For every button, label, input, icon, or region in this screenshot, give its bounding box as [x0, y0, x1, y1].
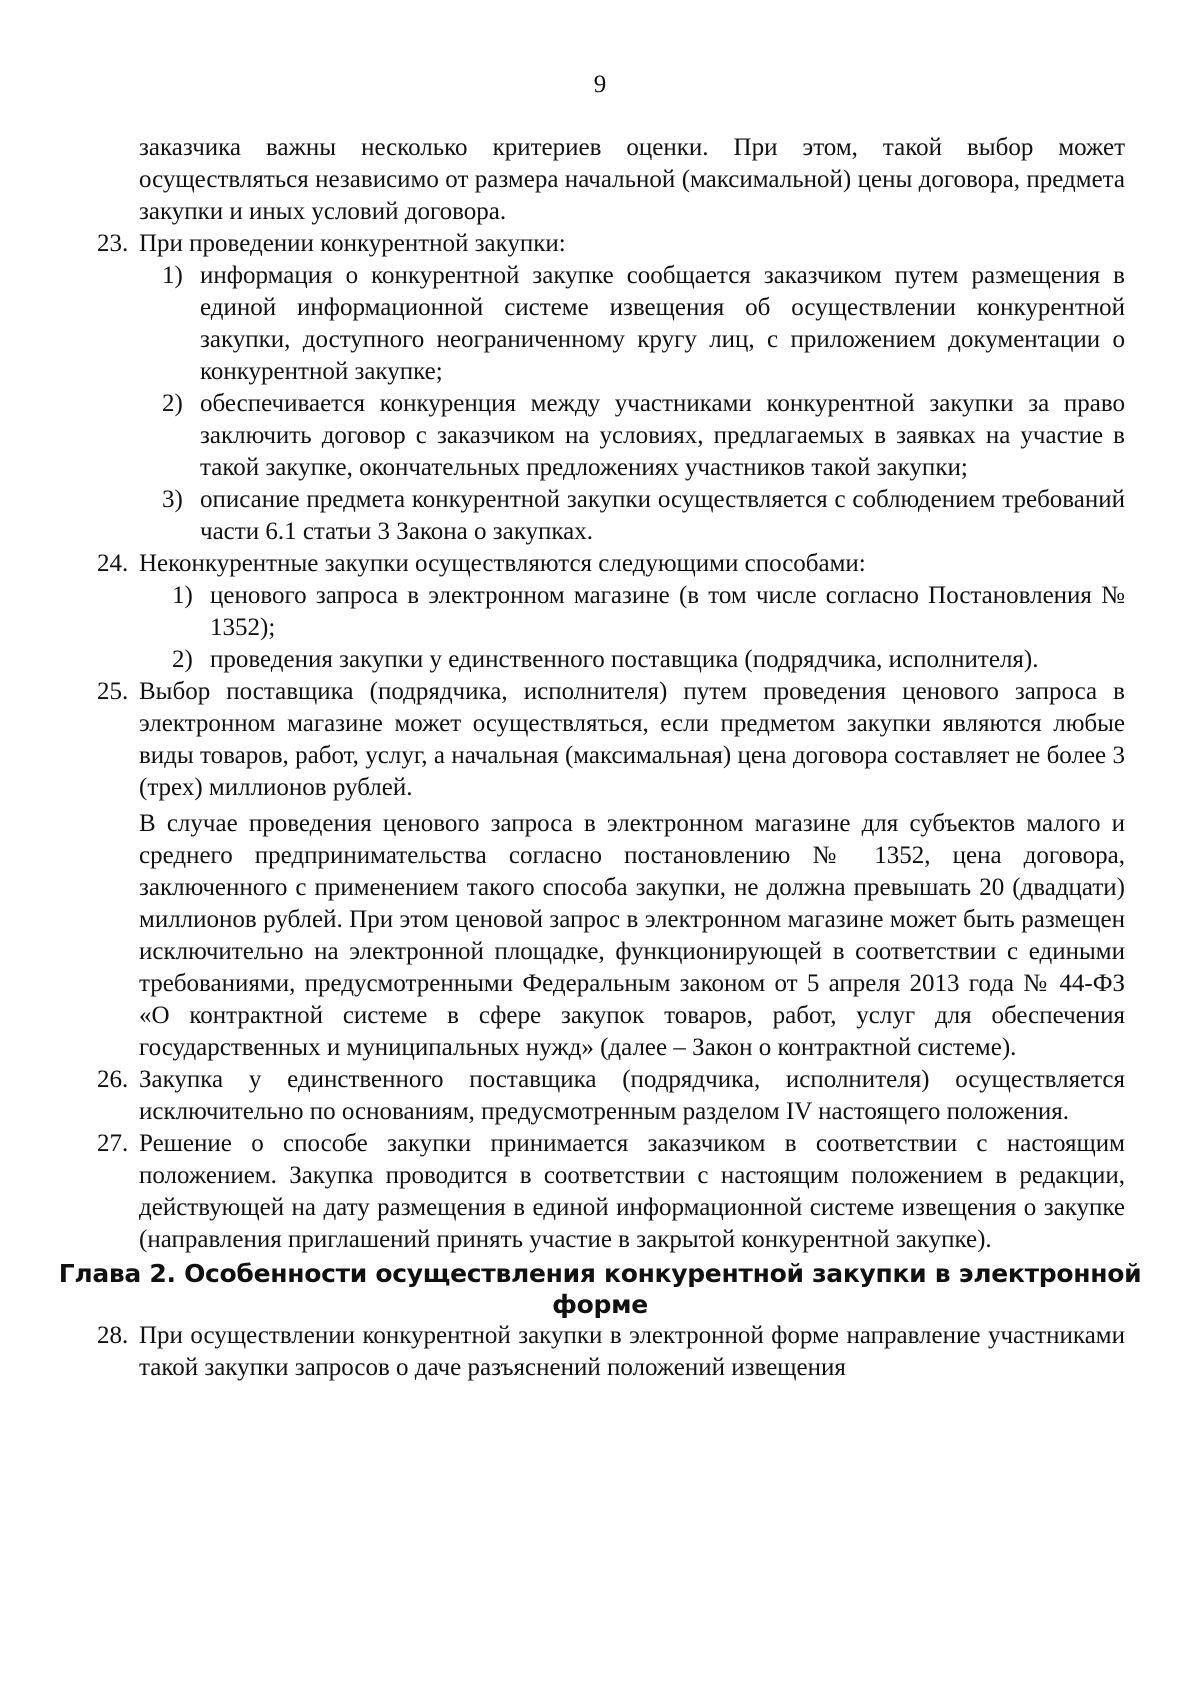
- list-item-text: При проведении конкурентной закупки:: [139, 230, 566, 257]
- sub-item-text: описание предмета конкурентной закупки осуществляется с соблюдением требований части 6.1 статьи 3 Закона о закупках.: [200, 486, 1125, 545]
- list-item-25-paragraph-2: В случае проведения ценового запроса в электронном магазине для субъектов малого и среднего предпринимательства согласно постановлению № 1352, цена договора, заключенного с применением такого способа закупки, не должна превышать 20 (двадцати) миллионов рублей. При этом ценовой запрос в электронном магазине может быть размещен исключительно на электронной площадке, функционирующей в соответствии с едиными требованиями, предусмотренными Федеральным законом от 5 апреля 2013 года № 44-ФЗ «О контрактной системе в сфере закупок товаров, работ, услуг для обеспечения государственных и муниципальных нужд» (далее – Закон о контрактной системе).: [139, 810, 1125, 1061]
- list-item-23: [97, 228, 1125, 260]
- sub-item-number: 1): [172, 582, 193, 609]
- list-item-25: [97, 676, 1125, 804]
- sub-item-23-2: [162, 388, 1125, 484]
- list-item-26: [97, 1064, 1125, 1128]
- list-item-number: 24.: [97, 550, 129, 577]
- sub-item-text: проведения закупки у единственного поставщика (подрядчика, исполнителя).: [210, 646, 1039, 673]
- chapter-heading: [0, 1258, 1200, 1320]
- chapter-heading-line-2: форме: [552, 1290, 648, 1319]
- sub-item-number: 2): [172, 646, 193, 673]
- list-item-24: [97, 548, 1125, 580]
- list-item-28: [97, 1320, 1125, 1384]
- sub-item-24-2: [172, 644, 1125, 676]
- sub-item-number: 1): [162, 262, 183, 289]
- sub-item-text: обеспечивается конкуренция между участниками конкурентной закупки за право заключить договор с заказчиком на условиях, предлагаемых в заявках на участие в такой закупке, окончательных предложениях участников такой закупки;: [200, 390, 1125, 481]
- sub-item-text: информация о конкурентной закупке сообщается заказчиком путем размещения в единой информационной системе извещения об осуществлении конкурентной закупки, доступного неограниченному кругу лиц, с приложением документации о конкурентной закупке;: [200, 262, 1125, 385]
- page-number: 9: [593, 71, 607, 98]
- sub-item-23-3: [162, 484, 1125, 548]
- document-body: [0, 132, 1200, 1384]
- list-item-text: Выбор поставщика (подрядчика, исполнителя) путем проведения ценового запроса в электронном магазине может осуществляться, если предметом закупки являются любые виды товаров, работ, услуг, а начальная (максимальная) цена договора составляет не более 3 (трех) миллионов рублей.: [139, 678, 1125, 801]
- list-item-text: Закупка у единственного поставщика (подрядчика, исполнителя) осуществляется исключительно по основаниям, предусмотренным разделом IV настоящего положения.: [139, 1066, 1125, 1125]
- sub-item-24-1: [172, 580, 1125, 644]
- list-item-number: 26.: [97, 1066, 129, 1093]
- list-item-number: 28.: [97, 1322, 129, 1349]
- list-item-number: 23.: [97, 230, 129, 257]
- list-item-text: При осуществлении конкурентной закупки в электронной форме направление участниками такой закупки запросов о даче разъяснений положений извещения: [139, 1322, 1125, 1381]
- sub-item-number: 3): [162, 486, 183, 513]
- list-item-text: Решение о способе закупки принимается заказчиком в соответствии с настоящим положением. Закупка проводится в соответствии с настоящим положением в редакции, действующей на дату размещения в единой информационной системе извещения о закупке (направления приглашений принять участие в закрытой конкурентной закупке).: [139, 1130, 1125, 1253]
- chapter-heading-line-1: Глава 2. Особенности осуществления конкурентной закупки в электронной: [58, 1259, 1142, 1288]
- sub-item-number: 2): [162, 390, 183, 417]
- sub-item-23-1: [162, 260, 1125, 388]
- list-item-27: [97, 1128, 1125, 1256]
- sub-item-text: ценового запроса в электронном магазине (в том числе согласно Постановления № 1352);: [210, 582, 1125, 641]
- intro-paragraph: заказчика важны несколько критериев оценки. При этом, такой выбор может осуществляться независимо от размера начальной (максимальной) цены договора, предмета закупки и иных условий договора.: [139, 134, 1125, 225]
- list-item-number: 25.: [97, 678, 129, 705]
- list-item-text: Неконкурентные закупки осуществляются следующими способами:: [139, 550, 866, 577]
- list-item-number: 27.: [97, 1130, 129, 1157]
